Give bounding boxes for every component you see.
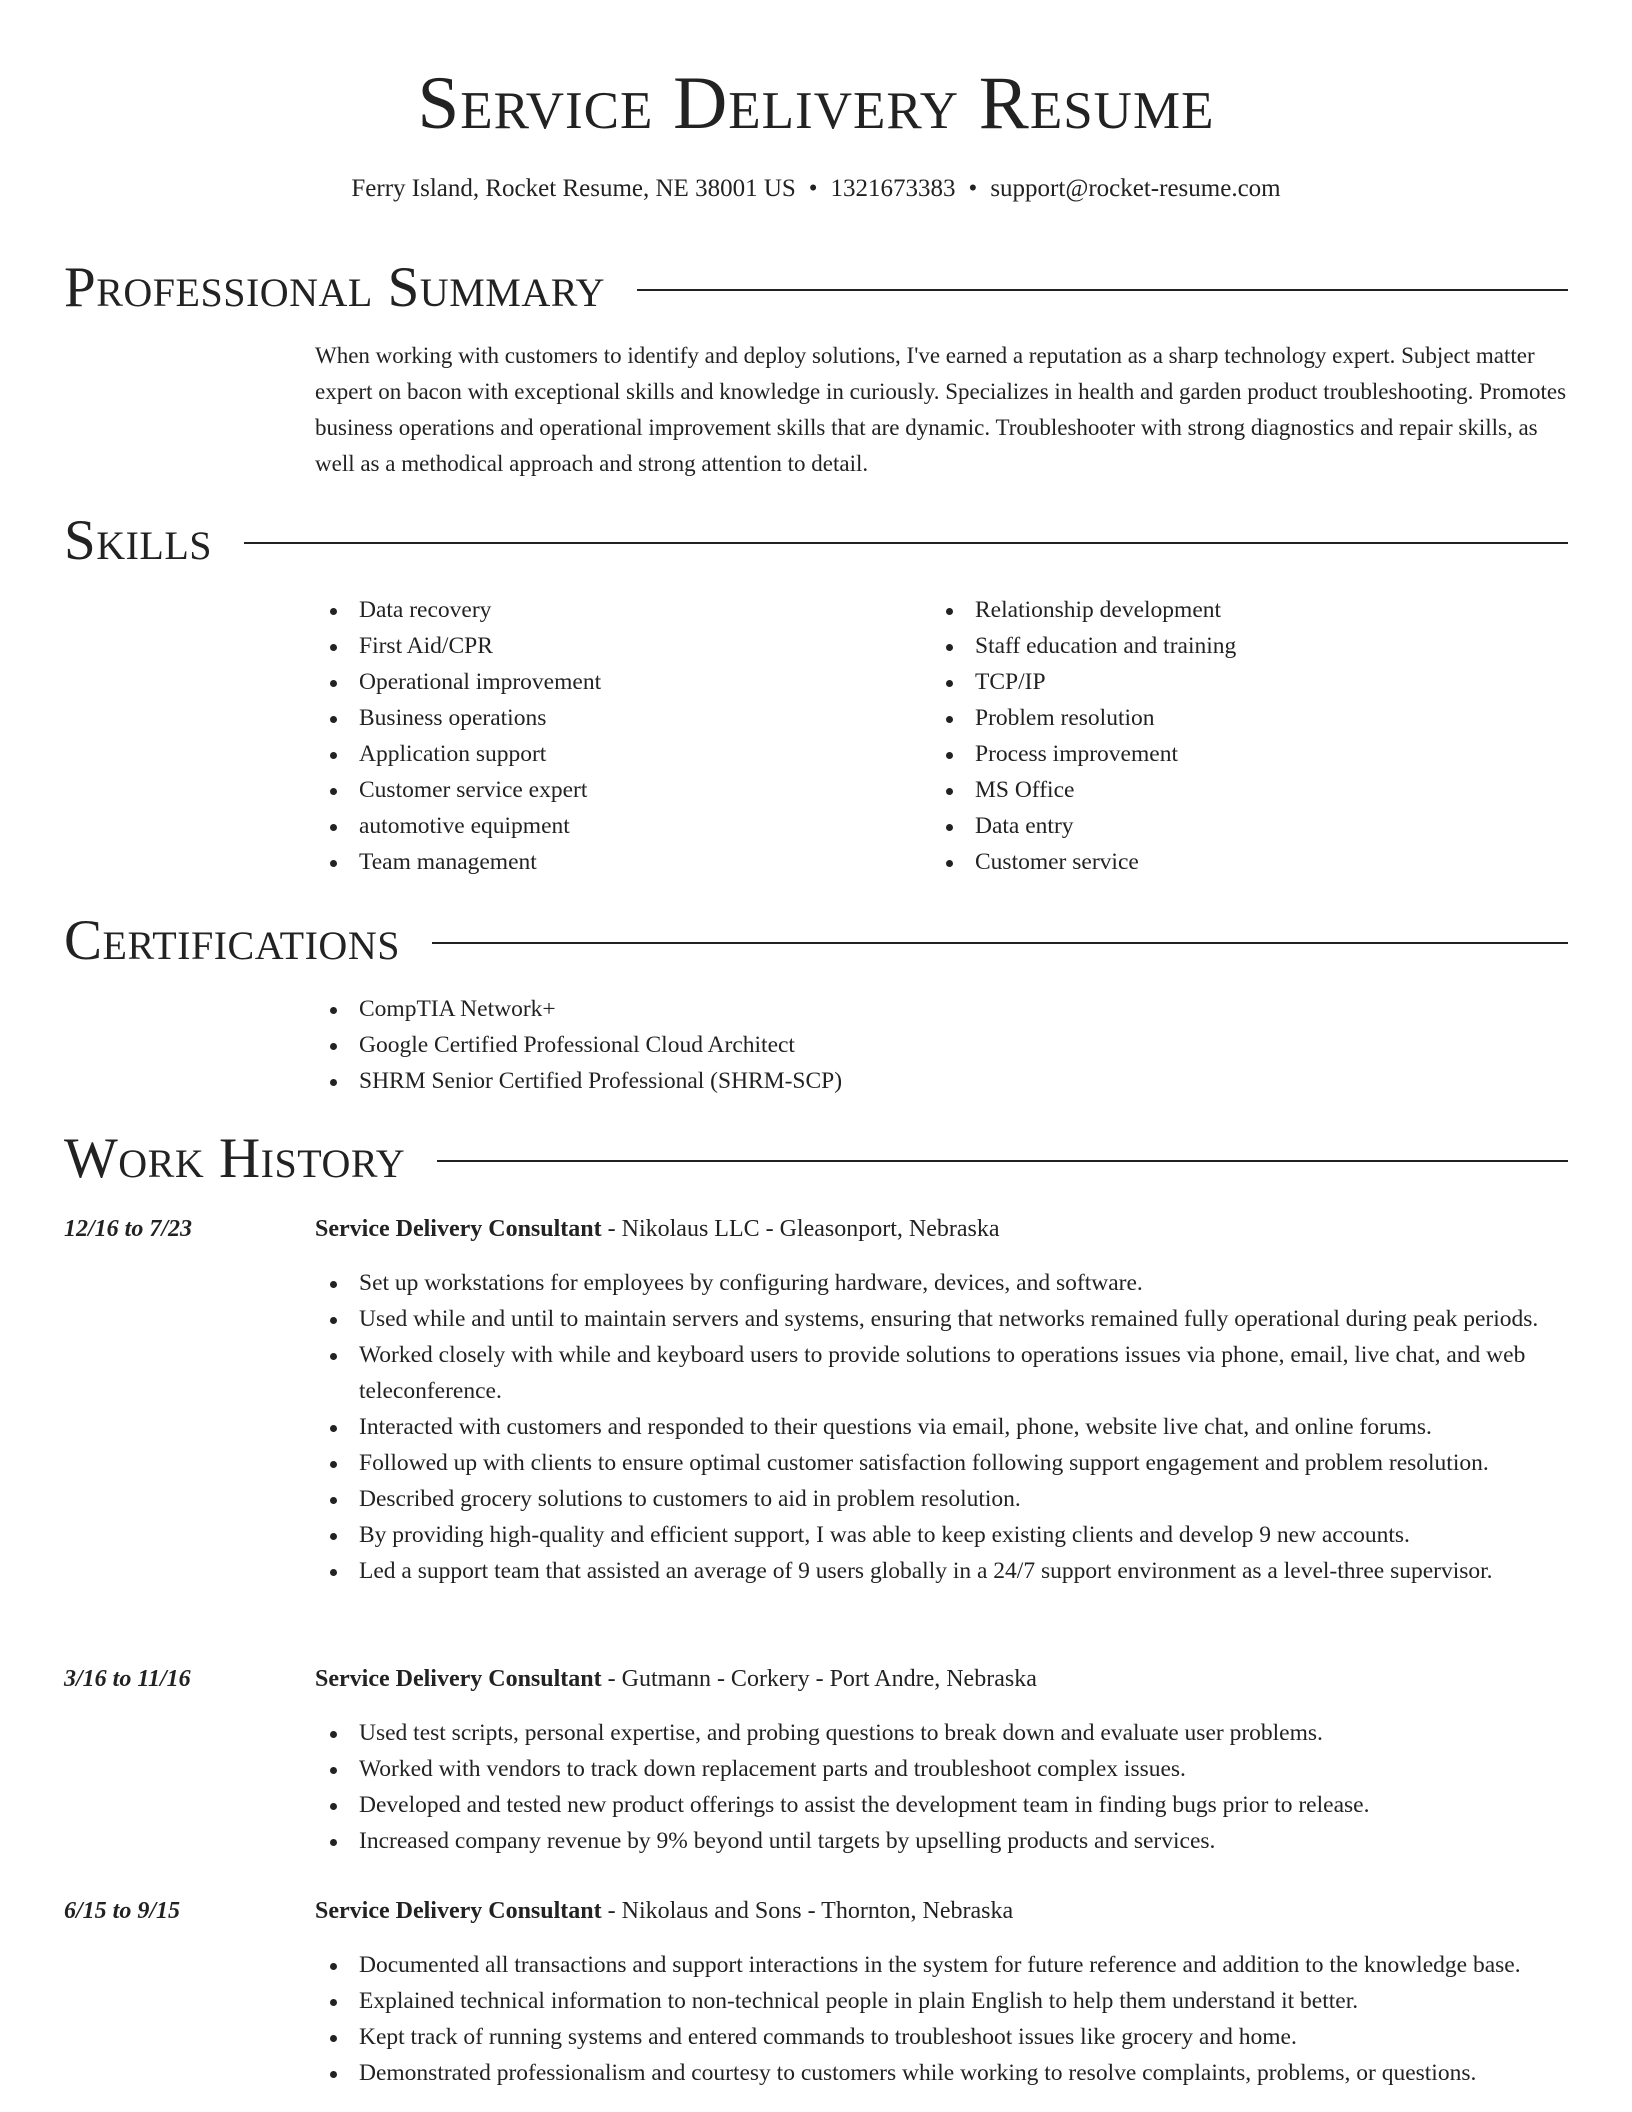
job-title: Service Delivery Consultant <box>315 1216 602 1242</box>
job-title-line <box>315 1211 1568 1247</box>
job-duties-list <box>315 1265 1568 1589</box>
job-title-line <box>315 1661 1568 1697</box>
job-dates: 12/16 to 7/23 <box>64 1216 193 1242</box>
contact-phone: 1321673383 <box>830 175 956 202</box>
skills-list-left <box>315 592 959 880</box>
job-duties-list <box>315 1715 1568 1859</box>
job-duty: Developed and tested new product offerings to assist the development team in finding bugs prior to release. <box>359 1787 1568 1823</box>
job-duty: Increased company revenue by 9% beyond until targets by upselling products and services. <box>359 1823 1568 1859</box>
certification-item: SHRM Senior Certified Professional (SHRM-SCP) <box>359 1063 1612 1099</box>
section-divider <box>437 1160 1568 1162</box>
skill-item: Business operations <box>359 700 959 736</box>
skill-item: MS Office <box>975 772 1575 808</box>
skill-item: Data recovery <box>359 592 959 628</box>
skills-section-header <box>64 506 1568 576</box>
skill-item: Customer service <box>975 844 1575 880</box>
job-duty: Followed up with clients to ensure optimal customer satisfaction following support engagement and problem resolution. <box>359 1445 1568 1481</box>
job-duty: Used while and until to maintain servers and systems, ensuring that networks remained fully operational during peak periods. <box>359 1301 1568 1337</box>
job-employer: - Gutmann - Corkery - Port Andre, Nebraska <box>601 1666 1037 1692</box>
job-dates: 6/15 to 9/15 <box>64 1898 181 1924</box>
contact-line <box>0 172 1632 206</box>
skill-item: Data entry <box>975 808 1575 844</box>
certifications-heading: Certifications <box>64 909 400 972</box>
contact-separator: • <box>808 175 818 202</box>
skills-list-right <box>931 592 1575 880</box>
job-duty: Used test scripts, personal expertise, and probing questions to break down and evaluate user problems. <box>359 1715 1568 1751</box>
job-duty: Worked closely with while and keyboard users to provide solutions to operations issues via phone, email, live chat, and web teleconference. <box>359 1337 1568 1409</box>
skill-item: automotive equipment <box>359 808 959 844</box>
contact-separator: • <box>968 175 978 202</box>
job-duty: By providing high-quality and efficient support, I was able to keep existing clients and develop 9 new accounts. <box>359 1517 1568 1553</box>
skill-item: Relationship development <box>975 592 1575 628</box>
job-title: Service Delivery Consultant <box>315 1898 602 1924</box>
job-duty: Described grocery solutions to customers to aid in problem resolution. <box>359 1481 1568 1517</box>
job-dates: 3/16 to 11/16 <box>64 1666 191 1692</box>
contact-email: support@rocket-resume.com <box>990 175 1281 202</box>
skill-item: TCP/IP <box>975 664 1575 700</box>
job-duties-list <box>315 1947 1568 2091</box>
work-history-section-header <box>64 1124 1568 1194</box>
certifications-list <box>315 991 1612 1099</box>
job-duty: Interacted with customers and responded to their questions via email, phone, website live chat, and online forums. <box>359 1409 1568 1445</box>
contact-address: Ferry Island, Rocket Resume, NE 38001 US <box>351 175 796 202</box>
skill-item: First Aid/CPR <box>359 628 959 664</box>
skill-item: Process improvement <box>975 736 1575 772</box>
job-duty: Led a support team that assisted an average of 9 users globally in a 24/7 support environment as a level-three supervisor. <box>359 1553 1568 1589</box>
certification-item: CompTIA Network+ <box>359 991 1612 1027</box>
job-title: Service Delivery Consultant <box>315 1666 602 1692</box>
skill-item: Staff education and training <box>975 628 1575 664</box>
skill-item: Customer service expert <box>359 772 959 808</box>
summary-section-header <box>64 253 1568 323</box>
skill-item: Application support <box>359 736 959 772</box>
job-duty: Documented all transactions and support interactions in the system for future reference and addition to the knowledge base. <box>359 1947 1568 1983</box>
certification-item: Google Certified Professional Cloud Architect <box>359 1027 1612 1063</box>
work-history-heading: Work History <box>64 1127 406 1190</box>
job-duty: Demonstrated professionalism and courtesy to customers while working to resolve complaints, problems, or questions. <box>359 2055 1568 2091</box>
skills-heading: Skills <box>64 509 213 572</box>
section-divider <box>432 942 1568 944</box>
summary-heading: Professional Summary <box>64 256 606 319</box>
section-divider <box>244 542 1568 544</box>
job-duty: Kept track of running systems and entered commands to troubleshoot issues like grocery and home. <box>359 2019 1568 2055</box>
job-title-line <box>315 1893 1568 1929</box>
skill-item: Team management <box>359 844 959 880</box>
skill-item: Problem resolution <box>975 700 1575 736</box>
job-employer: - Nikolaus LLC - Gleasonport, Nebraska <box>601 1216 1000 1242</box>
summary-text: When working with customers to identify and deploy solutions, I've earned a reputation as a sharp technology expert. Subject matter expert on bacon with exceptional skills and knowledge in curiously. Specializes in health and garden product troubleshooting. Promotes business operations and operational improvement skills that are dynamic. Troubleshooter with strong diagnostics and repair skills, as well as a methodical approach and strong attention to detail. <box>315 343 1567 476</box>
certifications-section-header <box>64 906 1568 976</box>
job-duty: Set up workstations for employees by configuring hardware, devices, and software. <box>359 1265 1568 1301</box>
job-employer: - Nikolaus and Sons - Thornton, Nebraska <box>601 1898 1014 1924</box>
section-divider <box>637 289 1568 291</box>
job-duty: Worked with vendors to track down replacement parts and troubleshoot complex issues. <box>359 1751 1568 1787</box>
resume-name: Service Delivery Resume <box>417 62 1215 145</box>
job-duty: Explained technical information to non-technical people in plain English to help them understand it better. <box>359 1983 1568 2019</box>
skill-item: Operational improvement <box>359 664 959 700</box>
